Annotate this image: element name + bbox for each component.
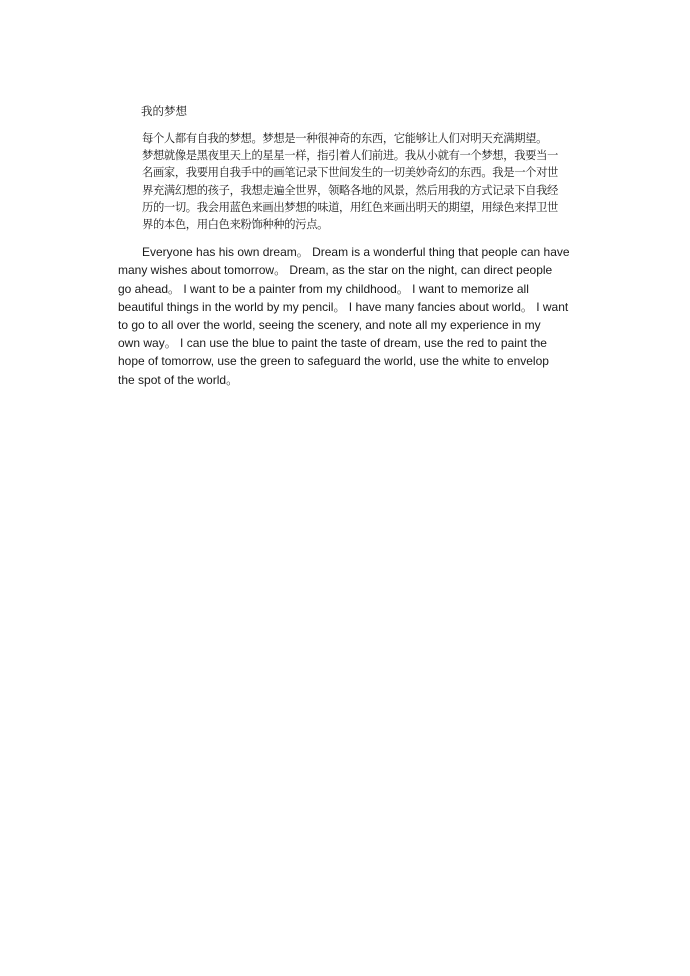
english-paragraph-line: hope of tomorrow, use the green to safeguard the world, use the white to envelop (118, 354, 549, 369)
english-paragraph-line: beautiful things in the world by my pencil。 I have many fancies about world。 I want (118, 299, 569, 314)
english-paragraph (118, 243, 588, 389)
chinese-paragraph-line: 梦想就像是黑夜里天上的星星一样，指引着人们前进。我从小就有一个梦想，我要当一 (142, 149, 558, 163)
chinese-paragraph-line: 历的一切。我会用蓝色来画出梦想的味道，用红色来画出明天的期望，用绿色来捍卫世 (142, 200, 558, 214)
english-paragraph-line: to go to all over the world, seeing the scenery, and note all my experience in my (118, 318, 541, 333)
chinese-paragraph-line: 界的本色，用白色来粉饰种种的污点。 (142, 218, 329, 232)
english-paragraph-line: Everyone has his own dream。 Dream is a wonderful thing that people can have (142, 245, 570, 260)
chinese-paragraph (118, 130, 588, 233)
chinese-paragraph-line: 每个人都有自我的梦想。梦想是一种很神奇的东西，它能够让人们对明天充满期望。 (142, 132, 548, 145)
english-paragraph-line: go ahead。 I want to be a painter from my childhood。 I want to memorize all (118, 281, 529, 296)
english-paragraph-line: many wishes about tomorrow。 Dream, as the star on the night, can direct people (118, 263, 553, 278)
english-paragraph-line: the spot of the world。 (118, 372, 239, 387)
english-paragraph-line: own way。 I can use the blue to paint the taste of dream, use the red to paint the (118, 336, 547, 351)
chinese-paragraph-line: 名画家，我要用自我手中的画笔记录下世间发生的一切美妙奇幻的东西。我是一个对世 (142, 166, 558, 180)
document-body (118, 102, 588, 389)
chinese-paragraph-line: 界充满幻想的孩子，我想走遍全世界，领略各地的风景，然后用我的方式记录下自我经 (142, 183, 558, 197)
document-title: 我的梦想 (141, 104, 187, 118)
